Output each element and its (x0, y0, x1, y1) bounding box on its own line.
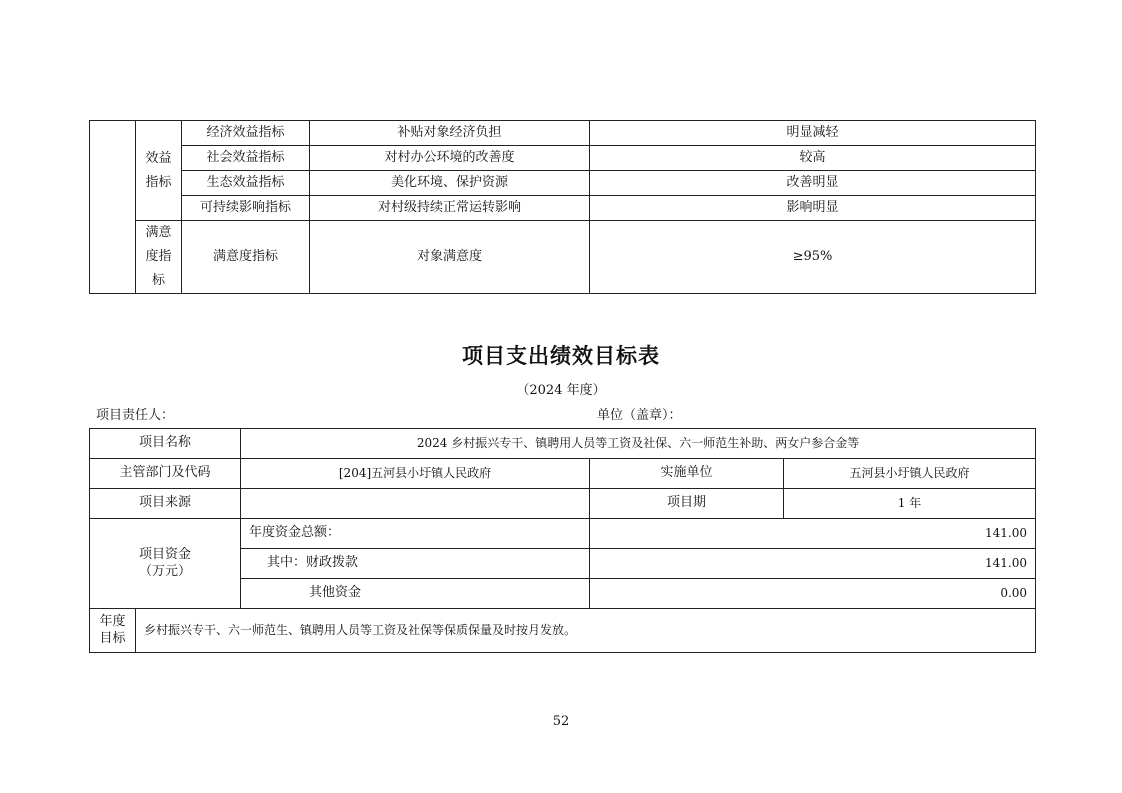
page-number: 52 (552, 714, 570, 729)
indicator-value: 较高 (590, 146, 1036, 171)
table-row (90, 519, 1036, 549)
year-subtitle: （2024 年度） (516, 383, 606, 398)
unit-stamp-label: 单位（盖章）： (597, 408, 682, 423)
annual-total-value: 141.00 (590, 519, 1036, 549)
table-row (90, 121, 1036, 146)
dept-value: [204]五河县小圩镇人民政府 (241, 459, 590, 489)
page-title: 项目支出绩效目标表 (462, 343, 660, 368)
level2-indicator: 经济效益指标 (182, 121, 310, 146)
table-row (90, 221, 1036, 294)
table-row (90, 489, 1036, 519)
table-row (90, 146, 1036, 171)
level2-indicator: 生态效益指标 (182, 171, 310, 196)
level2-indicator: 社会效益指标 (182, 146, 310, 171)
project-name-value: 2024 乡村振兴专干、镇聘用人员等工资及社保、六一师范生补助、两女户参合金等 (241, 429, 1036, 459)
table-row (90, 171, 1036, 196)
period-label: 项目期 (590, 489, 784, 519)
funds-label: 项目资金 （万元） (90, 519, 241, 609)
responsible-person-label: 项目责任人： (96, 408, 175, 423)
fiscal-appropriation-value: 141.00 (590, 549, 1036, 579)
level3-indicator: 美化环境、保护资源 (310, 171, 590, 196)
level3-indicator: 对象满意度 (310, 221, 590, 294)
level3-indicator: 对村级持续正常运转影响 (310, 196, 590, 221)
indicator-value: 明显减轻 (590, 121, 1036, 146)
other-funds-label: 其他资金 (241, 579, 590, 609)
table-row (90, 609, 1036, 653)
table-row (90, 196, 1036, 221)
benefit-indicator-group: 效益 指标 (136, 121, 182, 221)
impl-unit-value: 五河县小圩镇人民政府 (784, 459, 1036, 489)
source-label: 项目来源 (90, 489, 241, 519)
performance-target-table (89, 428, 1036, 653)
indicator-value: 改善明显 (590, 171, 1036, 196)
satisfaction-indicator-group: 满意 度指 标 (136, 221, 182, 294)
dept-label: 主管部门及代码 (90, 459, 241, 489)
other-funds-value: 0.00 (590, 579, 1036, 609)
level3-indicator: 对村办公环境的改善度 (310, 146, 590, 171)
period-value: 1 年 (784, 489, 1036, 519)
indicator-value: 影响明显 (590, 196, 1036, 221)
annual-goal-label: 年度 目标 (90, 609, 136, 653)
indicator-table-continued (89, 120, 1036, 294)
level2-indicator: 满意度指标 (182, 221, 310, 294)
table-row (90, 459, 1036, 489)
source-value (241, 489, 590, 519)
fiscal-appropriation-label: 其中：财政拨款 (241, 549, 590, 579)
impl-unit-label: 实施单位 (590, 459, 784, 489)
level1-cell (90, 121, 136, 294)
level2-indicator: 可持续影响指标 (182, 196, 310, 221)
project-name-label: 项目名称 (90, 429, 241, 459)
level3-indicator: 补贴对象经济负担 (310, 121, 590, 146)
table-row (90, 429, 1036, 459)
indicator-value: ≥95% (590, 221, 1036, 294)
annual-total-label: 年度资金总额： (241, 519, 590, 549)
annual-goal-text: 乡村振兴专干、六一师范生、镇聘用人员等工资及社保等保质保量及时按月发放。 (136, 609, 1036, 653)
